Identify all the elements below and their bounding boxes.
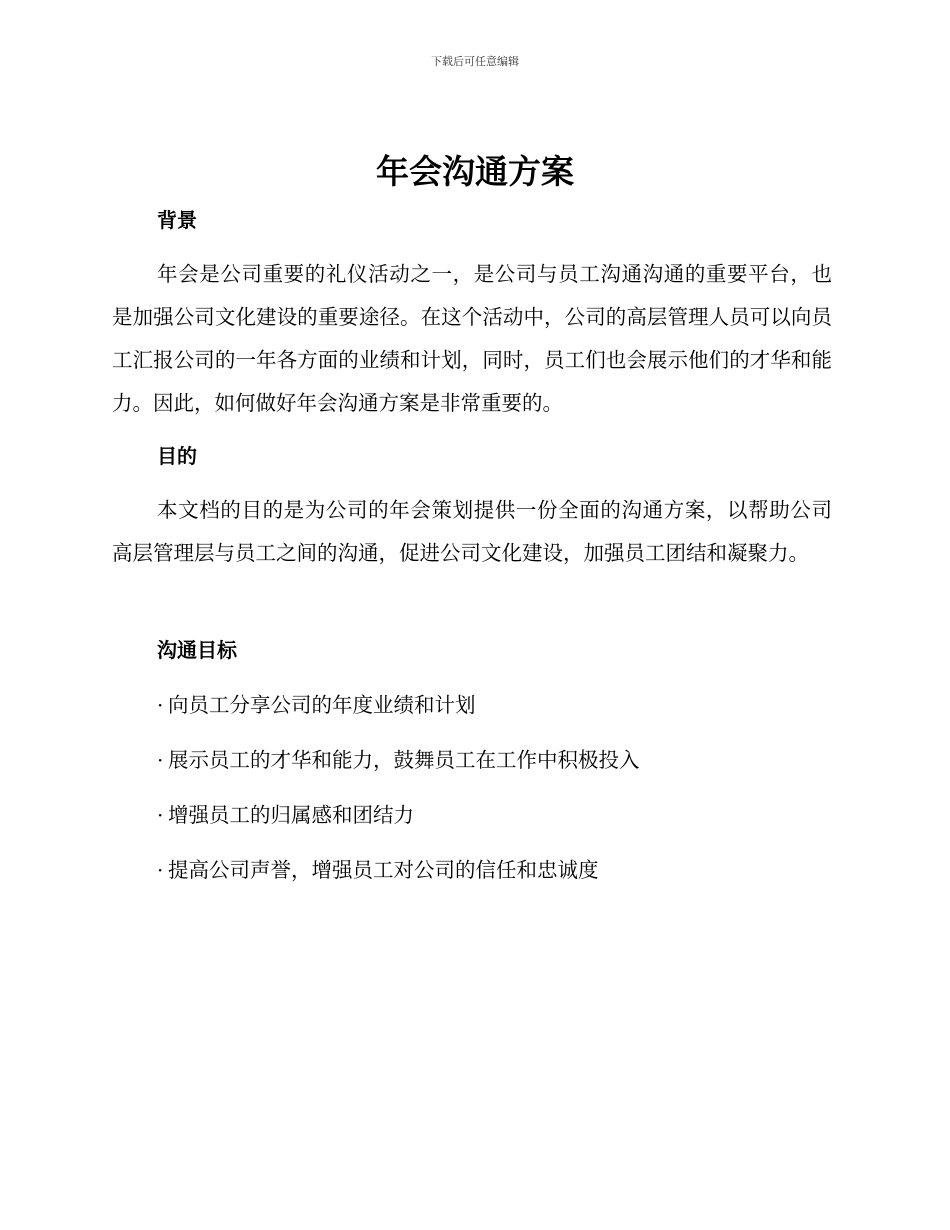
list-item-text: 展示员工的才华和能力，鼓舞员工在工作中积极投入 [168, 748, 640, 772]
list-item-text: 向员工分享公司的年度业绩和计划 [168, 693, 476, 717]
goals-list [157, 690, 640, 910]
bullet-marker: · [157, 693, 164, 717]
section-paragraph-purpose: 本文档的目的是为公司的年会策划提供一份全面的沟通方案，以帮助公司高层管理层与员工之间的沟通，促进公司文化建设，加强员工团结和凝聚力。 [112, 498, 832, 565]
list-item [157, 800, 640, 855]
section-heading-purpose: 目的 [157, 444, 197, 468]
list-item [157, 855, 640, 910]
bullet-marker: · [157, 803, 164, 827]
header-note: 下载后可任意编辑 [431, 55, 519, 68]
document-title: 年会沟通方案 [376, 152, 574, 191]
list-item-text: 提高公司声誉，增强员工对公司的信任和忠诚度 [168, 858, 599, 882]
section-paragraph-background: 年会是公司重要的礼仪活动之一，是公司与员工沟通沟通的重要平台，也是加强公司文化建设的重要途径。在这个活动中，公司的高层管理人员可以向员工汇报公司的一年各方面的业绩和计划，同时，员工们也会展示他们的才华和能力。因此，如何做好年会沟通方案是非常重要的。 [112, 262, 832, 415]
section-heading-background: 背景 [157, 208, 197, 232]
section-heading-goals: 沟通目标 [157, 638, 237, 662]
list-item [157, 745, 640, 800]
bullet-marker: · [157, 748, 164, 772]
bullet-marker: · [157, 858, 164, 882]
list-item [157, 690, 640, 745]
list-item-text: 增强员工的归属感和团结力 [168, 803, 414, 827]
